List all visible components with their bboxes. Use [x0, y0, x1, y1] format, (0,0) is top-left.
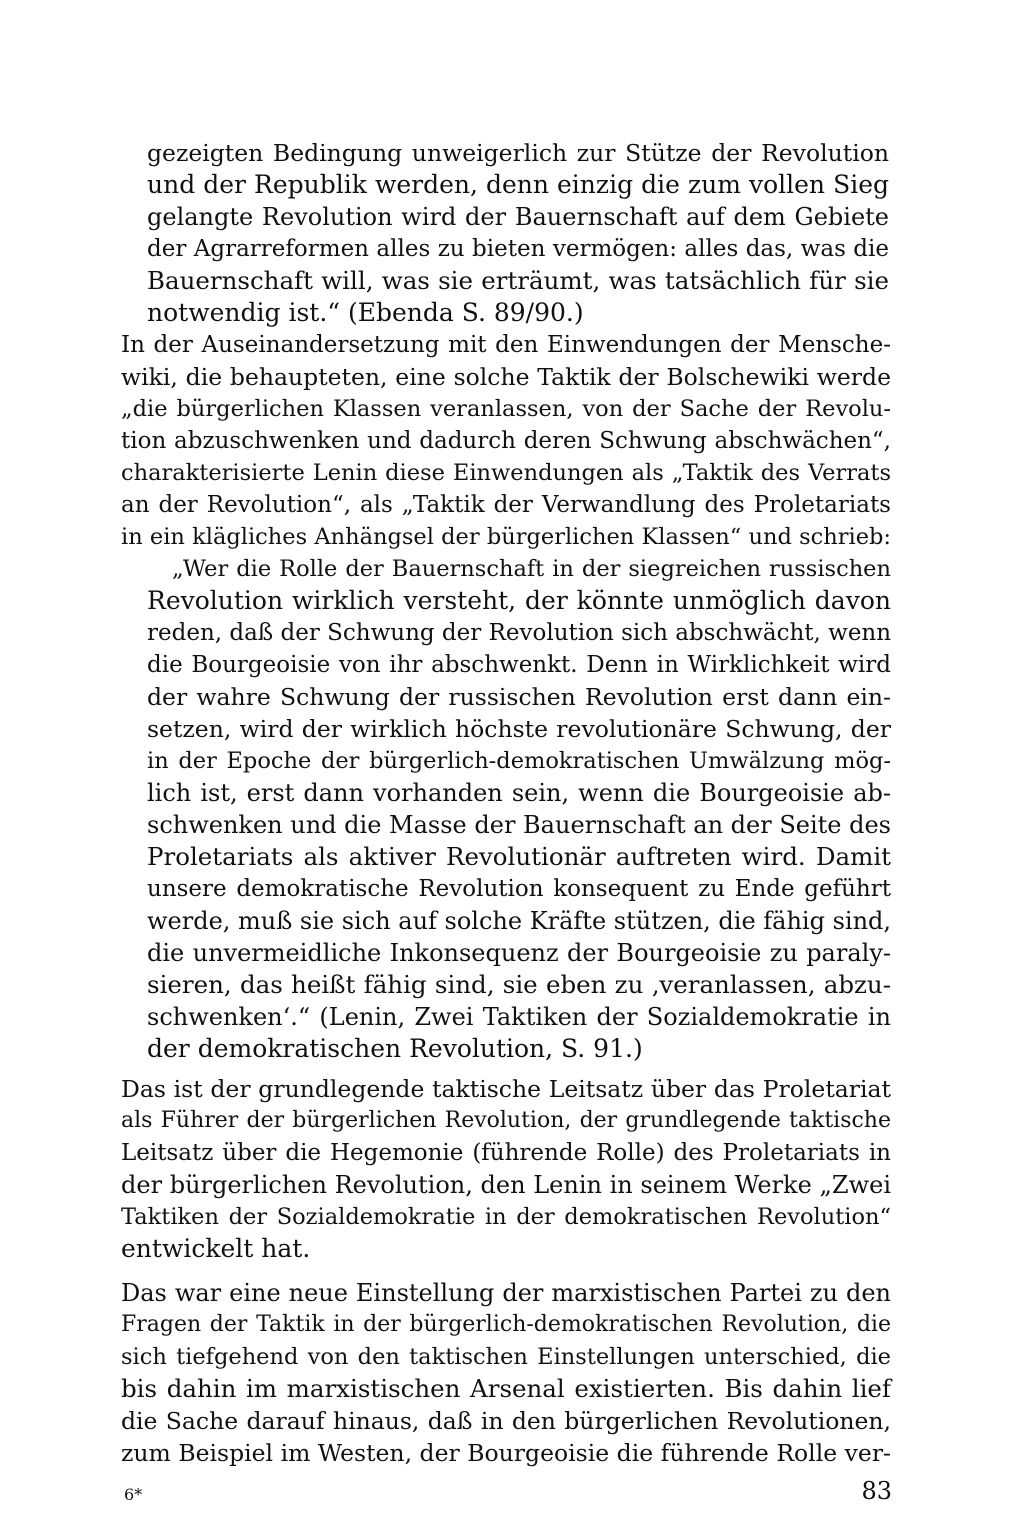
page-number: 83	[861, 1477, 892, 1505]
text-line: Das war eine neue Einstellung der marxistischen Partei zu den	[121, 1279, 891, 1307]
text-line: notwendig ist.“ (Ebenda S. 89/90.)	[147, 298, 584, 327]
text-line: zum Beispiel im Westen, der Bourgeoisie die führende Rolle ver-	[121, 1439, 891, 1467]
text-line: bis dahin im marxistischen Arsenal existierten. Bis dahin lief	[121, 1374, 891, 1403]
text-line: die unvermeidliche Inkonsequenz der Bourgeoisie zu paraly-	[147, 939, 891, 967]
text-line: Fragen der Taktik in der bürgerlich-demokratischen Revolution, die	[121, 1312, 891, 1337]
text-line: der demokratischen Revolution, S. 91.)	[147, 1034, 643, 1063]
text-line: In der Auseinandersetzung mit den Einwendungen der Mensche-	[121, 332, 891, 358]
text-line: Bauernschaft will, was sie erträumt, was tatsächlich für sie	[147, 266, 889, 295]
text-line: lich ist, erst dann vorhanden sein, wenn die Bourgeoisie ab-	[147, 779, 891, 807]
text-line: werde, muß sie sich auf solche Kräfte stützen, die fähig sind,	[147, 907, 892, 935]
text-line: unsere demokratische Revolution konsequent zu Ende geführt	[147, 876, 891, 902]
text-line: reden, daß der Schwung der Revolution sich abschwächt, wenn	[147, 620, 892, 646]
text-line: der Agrarreformen alles zu bieten vermögen: alles das, was die	[147, 236, 889, 262]
text-line: setzen, wird der wirklich höchste revolutionäre Schwung, der	[147, 715, 891, 743]
text-line: wiki, die behaupteten, eine solche Taktik der Bolschewiki werde	[121, 363, 891, 391]
text-line: Revolution wirklich versteht, der könnte unmöglich davon	[147, 586, 891, 615]
text-line: gelangte Revolution wird der Bauernschaft auf dem Gebiete	[147, 203, 889, 231]
text-line: schwenken und die Masse der Bauernschaft an der Seite des	[147, 811, 891, 839]
text-line: entwickelt hat.	[121, 1234, 311, 1263]
text-line: gezeigten Bedingung unweigerlich zur Stütze der Revolution	[147, 139, 889, 167]
text-line: Leitsatz über die Hegemonie (führende Rolle) des Proletariats in	[121, 1140, 891, 1166]
text-line: schwenken‘.“ (Lenin, Zwei Taktiken der Sozialdemokratie in	[147, 1003, 891, 1031]
text-line: der wahre Schwung der russischen Revolution erst dann ein-	[147, 683, 891, 711]
text-line: Proletariats als aktiver Revolutionär auftreten wird. Damit	[147, 842, 891, 871]
text-line: an der Revolution“, als „Taktik der Verwandlung des Proletariats	[121, 492, 891, 518]
text-line: als Führer der bürgerlichen Revolution, der grundlegende taktische	[121, 1108, 891, 1133]
text-line: in der Epoche der bürgerlich-demokratischen Umwälzung mög-	[147, 748, 891, 774]
text-line: und der Republik werden, denn einzig die zum vollen Sieg	[147, 170, 889, 199]
text-line: „die bürgerlichen Klassen veranlassen, von der Sache der Revolu-	[121, 396, 891, 422]
text-line: „Wer die Rolle der Bauernschaft in der siegreichen russischen	[172, 556, 891, 582]
text-line: die Sache darauf hinaus, daß in den bürgerlichen Revolutionen,	[121, 1407, 891, 1435]
text-line: Taktiken der Sozialdemokratie in der demokratischen Revolution“	[121, 1204, 891, 1230]
text-line: Das ist der grundlegende taktische Leitsatz über das Proletariat	[121, 1075, 891, 1103]
text-line: der bürgerlichen Revolution, den Lenin in seinem Werke „Zwei	[121, 1171, 891, 1199]
text-line: die Bourgeoisie von ihr abschwenkt. Denn in Wirklichkeit wird	[147, 652, 891, 678]
text-line: tion abzuschwenken und dadurch deren Schwung abschwächen“,	[121, 428, 891, 454]
text-line: charakterisierte Lenin diese Einwendungen als „Taktik des Verrats	[121, 460, 891, 486]
text-line: in ein klägliches Anhängsel der bürgerlichen Klassen“ und schrieb:	[121, 524, 891, 550]
text-line: sieren, das heißt fähig sind, sie eben zu ‚veranlassen, abzu-	[147, 970, 891, 999]
text-line: sich tiefgehend von den taktischen Einstellungen unterschied, die	[121, 1344, 891, 1370]
printer-signature: 6*	[124, 1485, 143, 1504]
